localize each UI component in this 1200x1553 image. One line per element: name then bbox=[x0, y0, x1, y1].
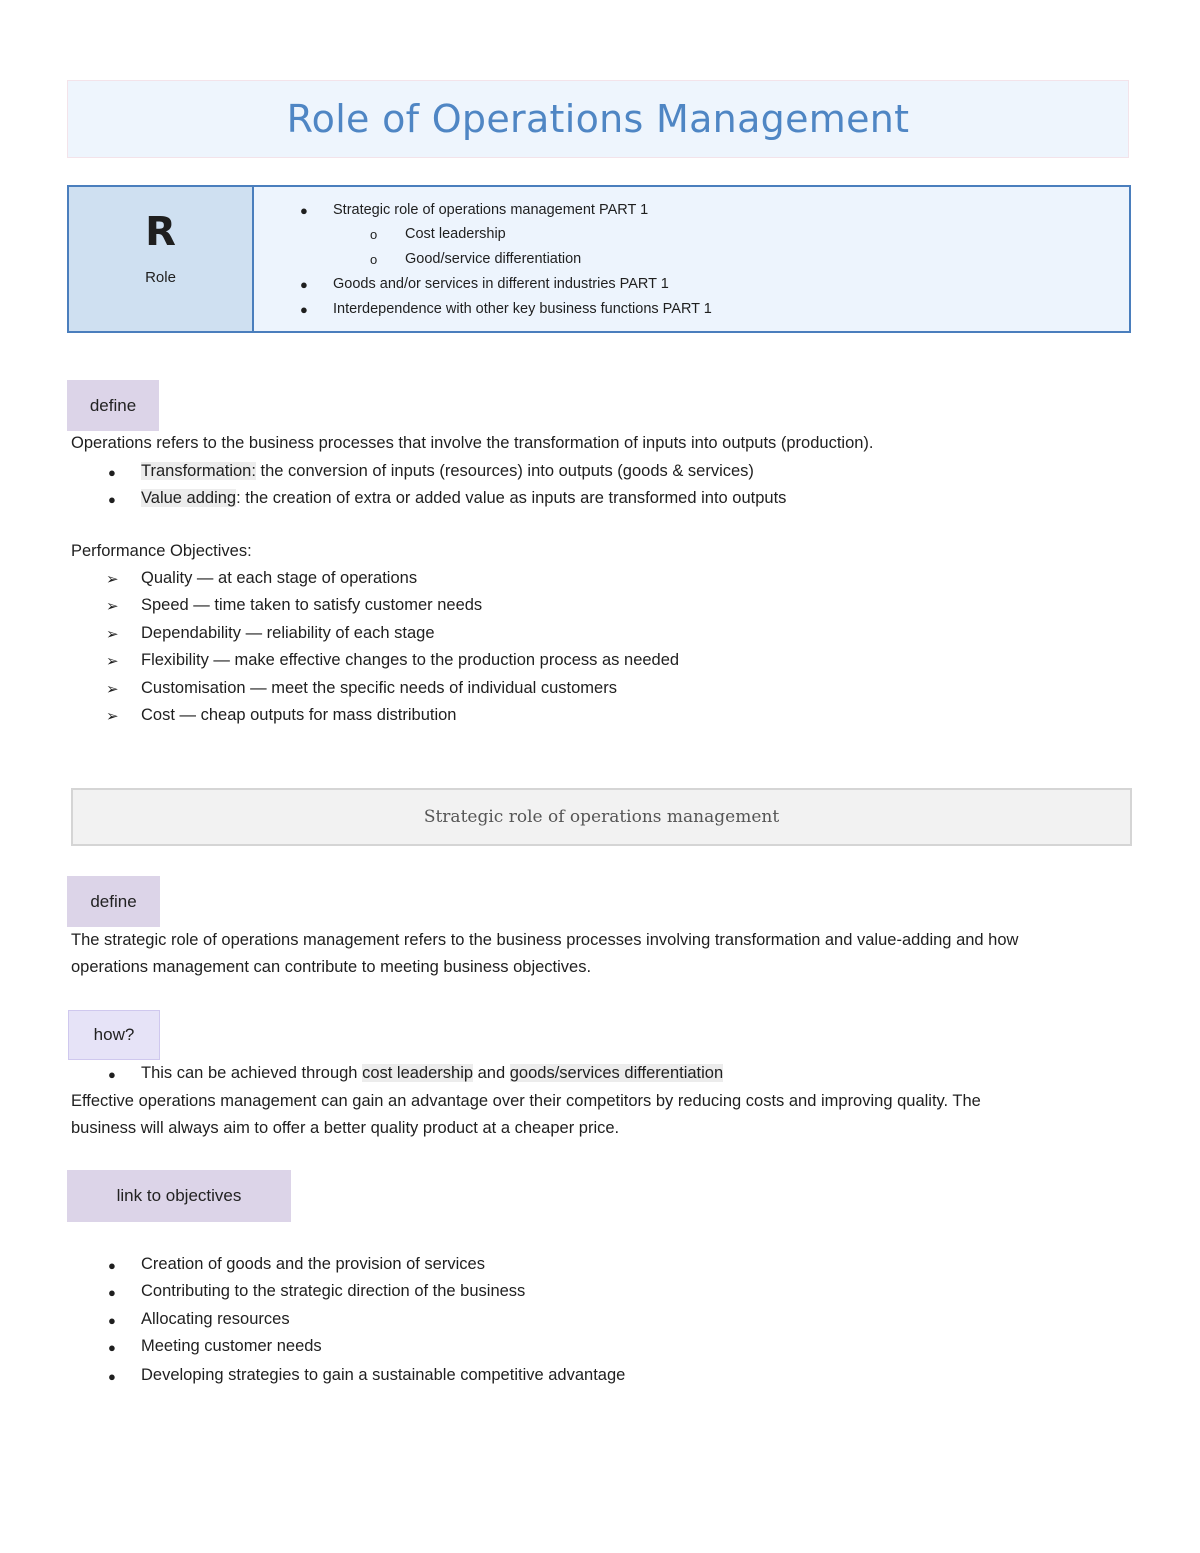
bullet-icon: ● bbox=[108, 465, 116, 480]
define-tag: define bbox=[67, 380, 159, 431]
performance-heading: Performance Objectives: bbox=[71, 542, 252, 560]
how-paragraph-line: Effective operations management can gain an advantage over their competitors by reducing costs and improving quality. The bbox=[71, 1092, 981, 1110]
strategic-definition-line: The strategic role of operations management refers to the business processes involving transformation and value-adding and how bbox=[71, 931, 1019, 949]
objective-item: Developing strategies to gain a sustainable competitive advantage bbox=[141, 1366, 626, 1384]
how-bullet-prefix: This can be achieved through bbox=[141, 1064, 363, 1082]
performance-item: Speed — time taken to satisfy customer needs bbox=[141, 596, 483, 614]
role-item: Strategic role of operations management PART 1 bbox=[333, 202, 649, 218]
role-subitem: Good/service differentiation bbox=[405, 251, 582, 267]
define-tag: define bbox=[67, 876, 160, 927]
arrow-bullet-icon: ➢ bbox=[106, 653, 119, 670]
section-heading-box bbox=[71, 788, 1132, 846]
bullet-icon: ● bbox=[108, 1067, 116, 1082]
bullet-icon: ● bbox=[108, 492, 116, 507]
role-label: Role bbox=[145, 269, 176, 286]
role-cell bbox=[69, 187, 254, 331]
how-bullet-mid: and bbox=[473, 1064, 510, 1082]
bullet-icon: ● bbox=[108, 1258, 116, 1273]
role-subitem: Cost leadership bbox=[405, 226, 506, 242]
role-item: Goods and/or services in different industries PART 1 bbox=[333, 276, 669, 292]
arrow-bullet-icon: ➢ bbox=[106, 598, 119, 615]
circle-bullet-icon: o bbox=[370, 252, 378, 267]
value-adding-desc: : the creation of extra or added value as inputs are transformed into outputs bbox=[236, 489, 787, 507]
objective-item: Allocating resources bbox=[141, 1310, 290, 1328]
section-heading: Strategic role of operations management bbox=[423, 807, 780, 827]
differentiation-term: goods/services differentiation bbox=[509, 1064, 724, 1082]
bullet-icon: ● bbox=[108, 1369, 116, 1384]
operations-definition: Operations refers to the business processes that involve the transformation of inputs into outputs (production). bbox=[71, 434, 874, 452]
bullet-icon: ● bbox=[300, 277, 308, 292]
arrow-bullet-icon: ➢ bbox=[106, 626, 119, 643]
arrow-bullet-icon: ➢ bbox=[106, 571, 119, 588]
strategic-definition-line: operations management can contribute to meeting business objectives. bbox=[71, 958, 592, 976]
bullet-icon: ● bbox=[300, 302, 308, 317]
performance-item: Quality — at each stage of operations bbox=[141, 569, 418, 587]
value-adding-term: Value adding bbox=[141, 489, 237, 507]
performance-item: Customisation — meet the specific needs of individual customers bbox=[141, 679, 617, 697]
value-adding-bullet bbox=[141, 489, 786, 508]
transformation-bullet bbox=[141, 462, 754, 481]
performance-item: Flexibility — make effective changes to the production process as needed bbox=[141, 651, 680, 669]
arrow-bullet-icon: ➢ bbox=[106, 681, 119, 698]
performance-item: Cost — cheap outputs for mass distribution bbox=[141, 706, 457, 724]
objective-item: Creation of goods and the provision of services bbox=[141, 1255, 485, 1273]
cost-leadership-term: cost leadership bbox=[362, 1064, 474, 1082]
title-banner bbox=[67, 80, 1129, 158]
objective-item: Contributing to the strategic direction of the business bbox=[141, 1282, 526, 1300]
role-table bbox=[67, 185, 1131, 333]
link-objectives-tag: link to objectives bbox=[67, 1170, 291, 1222]
circle-bullet-icon: o bbox=[370, 227, 378, 242]
transformation-desc: the conversion of inputs (resources) into outputs (goods & services) bbox=[255, 462, 754, 480]
page-title: Role of Operations Management bbox=[286, 97, 910, 141]
role-contents bbox=[254, 187, 1129, 331]
bullet-icon: ● bbox=[108, 1313, 116, 1328]
role-item: Interdependence with other key business functions PART 1 bbox=[333, 301, 712, 317]
performance-item: Dependability — reliability of each stage bbox=[141, 624, 435, 642]
how-tag: how? bbox=[68, 1010, 160, 1060]
bullet-icon: ● bbox=[108, 1285, 116, 1300]
bullet-icon: ● bbox=[108, 1340, 116, 1355]
transformation-term: Transformation: bbox=[141, 462, 256, 480]
arrow-bullet-icon: ➢ bbox=[106, 708, 119, 725]
bullet-icon: ● bbox=[300, 203, 308, 218]
how-bullet bbox=[141, 1064, 723, 1083]
how-paragraph-line: business will always aim to offer a better quality product at a cheaper price. bbox=[71, 1119, 620, 1137]
role-letter: R bbox=[145, 209, 176, 255]
objective-item: Meeting customer needs bbox=[141, 1337, 322, 1355]
